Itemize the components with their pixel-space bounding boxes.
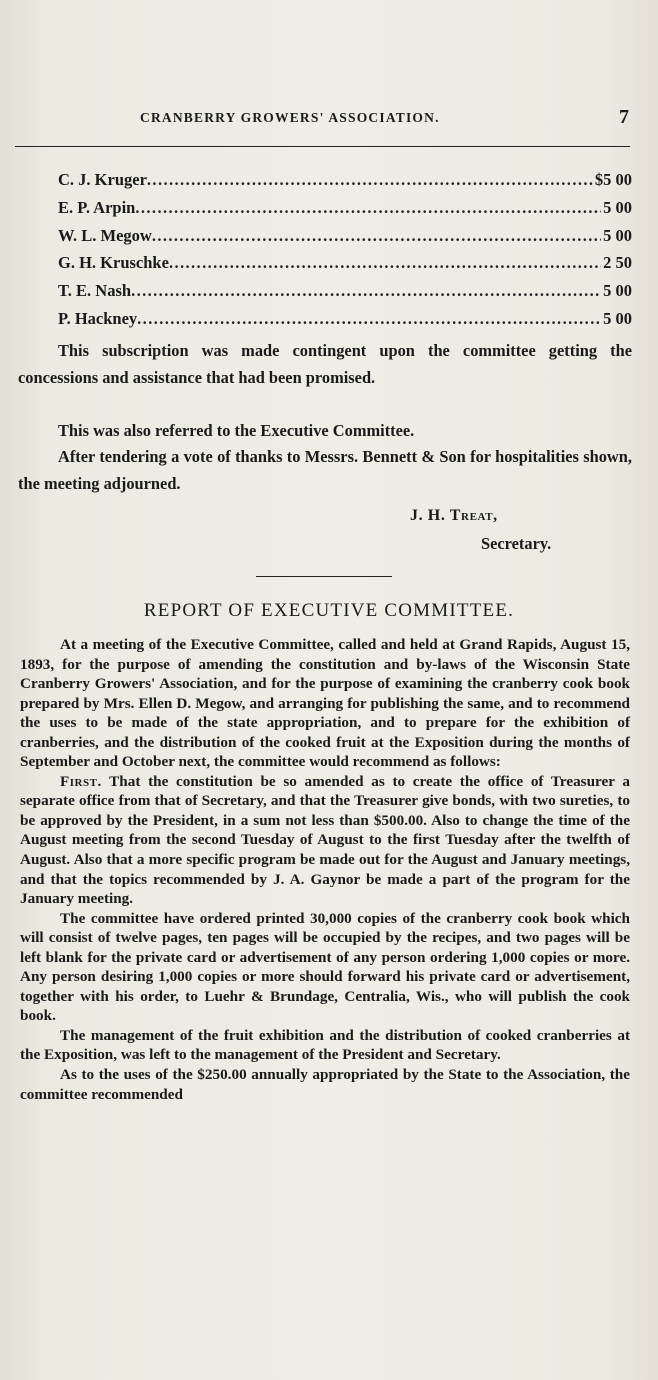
first-text: That the constitution be so amended as to create the office of Treasurer a separate office from that of Secretary, and that the Treasurer give bonds, with two sureties, to be approved by the President, in a sum not less than $500.00. Also to change the time of the August meeting from the second Tuesday of August to the first Tuesday after the twelfth of August. Also that a more specific program be made out for the August and January meetings, and that the topics recommended by J. A. Gaynor be made a part of the program for the January meeting. [20, 772, 630, 908]
subscriber-name: G. H. Kruschke [58, 253, 169, 273]
running-header [118, 106, 633, 136]
first-label: First. [60, 772, 102, 790]
paragraph-referred: This was also referred to the Executive Committee. [58, 421, 415, 440]
dot-leader [137, 309, 601, 329]
subscription-list [58, 170, 632, 337]
report-body [20, 635, 630, 1104]
header-rule [15, 146, 630, 147]
subscription-row [58, 170, 632, 198]
subscription-row [58, 281, 632, 309]
subscription-amount: 2 50 [603, 253, 632, 273]
subscription-row [58, 309, 632, 337]
dot-leader [131, 281, 601, 301]
dot-leader [152, 226, 601, 246]
report-management: The management of the fruit exhibition and the distribution of cooked cranberries at the Exposition, was left to the management of the President and Secretary. [20, 1026, 630, 1064]
signature-title: Secretary. [481, 534, 552, 553]
report-first-recommendation [20, 772, 630, 909]
subscription-amount: 5 00 [603, 225, 632, 245]
subscriber-name: E. P. Arpin [58, 197, 136, 217]
paragraph-adjourned: After tendering a vote of thanks to Messrs. Bennett & Son for hospitalities shown, the meeting adjourned. [18, 447, 632, 493]
section-divider [256, 576, 392, 577]
subscription-amount: 5 00 [603, 281, 632, 301]
dot-leader [147, 170, 593, 190]
signature-name: J. H. Treat, [410, 507, 498, 524]
subscription-amount: 5 00 [603, 197, 632, 217]
paragraph-contingent: This subscription was made contingent upon the committee getting the concessions and assistance that had been promised. [18, 341, 632, 387]
subscription-row [58, 253, 632, 281]
dot-leader [169, 253, 601, 273]
subscriber-name: T. E. Nash [58, 281, 132, 301]
report-cookbook: The committee have ordered printed 30,000 copies of the cranberry cook book which will consist of twelve pages, ten pages will be occupied by the recipes, and two pages will be left blank for the private card or advertisement of any person ordering 1,000 copies or more. Any person desiring 1,000 copies or more should forward his private card or advertisement, together with his order, to Luehr & Brundage, Centralia, Wis., who will publish the cook book. [20, 909, 630, 1025]
subscription-amount: $5 00 [594, 170, 632, 189]
subscriber-name: C. J. Kruger [58, 170, 147, 189]
report-heading: REPORT OF EXECUTIVE COMMITTEE. [143, 600, 515, 621]
page-number: 7 [619, 106, 629, 128]
dot-leader [135, 198, 601, 218]
report-intro: At a meeting of the Executive Committee, called and held at Grand Rapids, August 15, 1893, for the purpose of amending the constitution and by-laws of the Wisconsin State Cranberry Growers' Association, and for the purpose of examining the cranberry cook book prepared by Mrs. Ellen D. Megow, and arranging for publishing the same, and to recommend the uses to be made of the state appropriation, and to prepare for the exhibition of cranberries, and the distribution of the cooked fruit at the Exposition during the months of September and October next, the committee would recommend as follows: [20, 636, 630, 771]
report-appropriation: As to the uses of the $250.00 annually appropriated by the State to the Association, the committee recommended [20, 1066, 630, 1103]
subscriber-name: W. L. Megow [58, 225, 152, 245]
subscription-amount: 5 00 [603, 308, 632, 328]
subscriber-name: P. Hackney [58, 308, 138, 328]
subscription-row [58, 198, 632, 226]
subscription-row [58, 226, 632, 254]
running-header-title: CRANBERRY GROWERS' ASSOCIATION. [140, 110, 440, 125]
